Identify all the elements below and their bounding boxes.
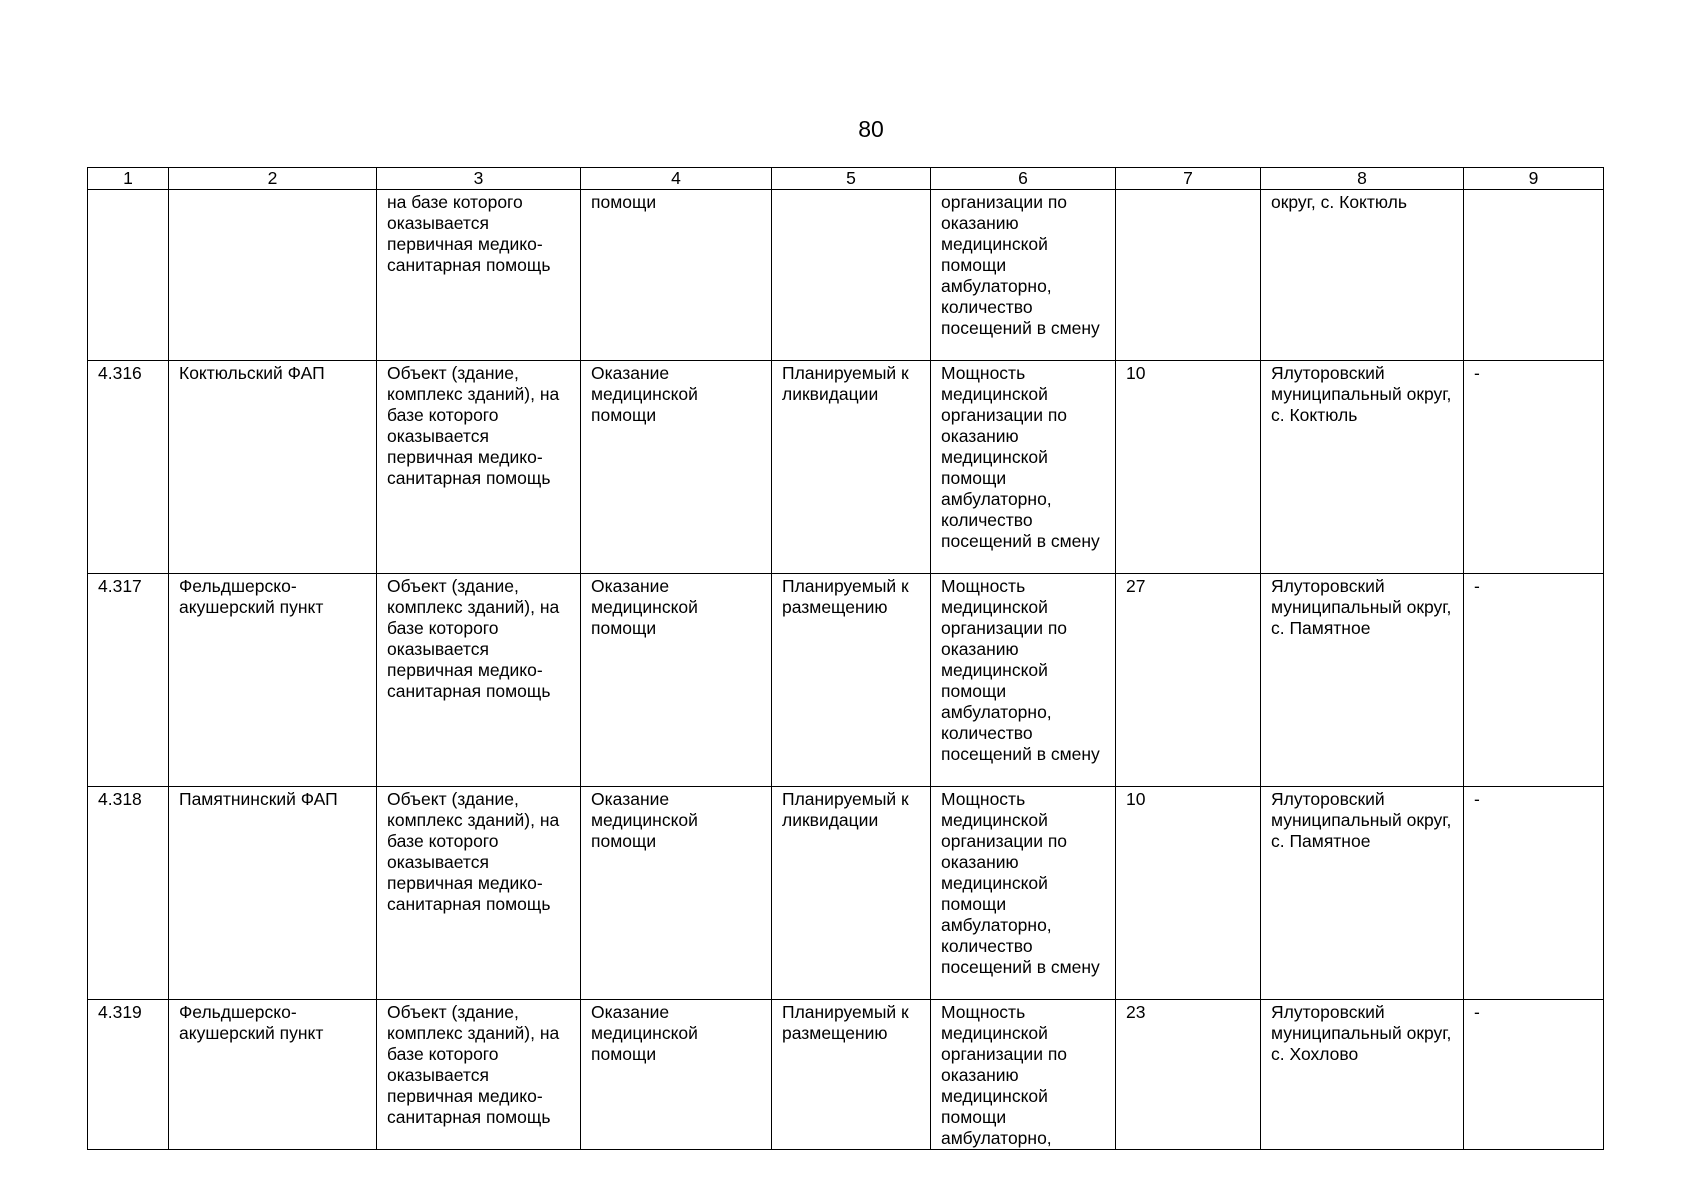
status-cell: Планируемый к размещению <box>772 1000 931 1150</box>
table-row <box>88 574 1604 787</box>
table-row <box>88 787 1604 1000</box>
location-cell: Ялуторовский муниципальный округ, с. Хохлово <box>1261 1000 1464 1150</box>
capacity-description-cell: Мощность медицинской организации по оказанию медицинской помощи амбулаторно, <box>931 1000 1116 1150</box>
row-number-cell: 4.318 <box>88 787 169 1000</box>
note-cell: - <box>1464 787 1604 1000</box>
capacity-value-cell: 27 <box>1116 574 1261 787</box>
header-cell-6: 6 <box>931 168 1116 190</box>
page-number: 80 <box>858 116 884 142</box>
location-cell: Ялуторовский муниципальный округ, с. Памятное <box>1261 787 1464 1000</box>
location-cell: округ, с. Коктюль <box>1261 190 1464 361</box>
facility-name-cell: Фельдшерско-акушерский пункт <box>169 1000 377 1150</box>
location-cell: Ялуторовский муниципальный округ, с. Коктюль <box>1261 361 1464 574</box>
capacity-value-cell: 23 <box>1116 1000 1261 1150</box>
capacity-value-cell <box>1116 190 1261 361</box>
registry-table <box>87 167 1604 1150</box>
capacity-value-cell: 10 <box>1116 361 1261 574</box>
header-cell-4: 4 <box>581 168 772 190</box>
object-type-cell: на базе которого оказывается первичная медико-санитарная помощь <box>377 190 581 361</box>
capacity-description-cell: Мощность медицинской организации по оказанию медицинской помощи амбулаторно, количество посещений в смену <box>931 574 1116 787</box>
capacity-description-cell: Мощность медицинской организации по оказанию медицинской помощи амбулаторно, количество посещений в смену <box>931 787 1116 1000</box>
facility-name-cell <box>169 190 377 361</box>
capacity-description-cell: организации по оказанию медицинской помощи амбулаторно, количество посещений в смену <box>931 190 1116 361</box>
header-cell-7: 7 <box>1116 168 1261 190</box>
purpose-cell: помощи <box>581 190 772 361</box>
location-cell: Ялуторовский муниципальный округ, с. Памятное <box>1261 574 1464 787</box>
note-cell: - <box>1464 1000 1604 1150</box>
header-cell-2: 2 <box>169 168 377 190</box>
table-row <box>88 190 1604 361</box>
header-cell-8: 8 <box>1261 168 1464 190</box>
row-number-cell: 4.319 <box>88 1000 169 1150</box>
note-cell: - <box>1464 361 1604 574</box>
row-number-cell: 4.316 <box>88 361 169 574</box>
status-cell <box>772 190 931 361</box>
row-number-cell <box>88 190 169 361</box>
facility-name-cell: Коктюльский ФАП <box>169 361 377 574</box>
note-cell: - <box>1464 574 1604 787</box>
note-cell <box>1464 190 1604 361</box>
facility-name-cell: Фельдшерско-акушерский пункт <box>169 574 377 787</box>
object-type-cell: Объект (здание, комплекс зданий), на базе которого оказывается первичная медико-санитарная помощь <box>377 361 581 574</box>
status-cell: Планируемый к ликвидации <box>772 361 931 574</box>
status-cell: Планируемый к ликвидации <box>772 787 931 1000</box>
purpose-cell: Оказание медицинской помощи <box>581 787 772 1000</box>
status-cell: Планируемый к размещению <box>772 574 931 787</box>
row-number-cell: 4.317 <box>88 574 169 787</box>
purpose-cell: Оказание медицинской помощи <box>581 574 772 787</box>
header-row <box>88 168 1604 190</box>
header-cell-1: 1 <box>88 168 169 190</box>
purpose-cell: Оказание медицинской помощи <box>581 1000 772 1150</box>
purpose-cell: Оказание медицинской помощи <box>581 361 772 574</box>
table-row <box>88 1000 1604 1150</box>
facility-name-cell: Памятнинский ФАП <box>169 787 377 1000</box>
object-type-cell: Объект (здание, комплекс зданий), на базе которого оказывается первичная медико-санитарная помощь <box>377 1000 581 1150</box>
header-cell-5: 5 <box>772 168 931 190</box>
capacity-description-cell: Мощность медицинской организации по оказанию медицинской помощи амбулаторно, количество посещений в смену <box>931 361 1116 574</box>
table-row <box>88 361 1604 574</box>
object-type-cell: Объект (здание, комплекс зданий), на базе которого оказывается первичная медико-санитарная помощь <box>377 574 581 787</box>
header-cell-9: 9 <box>1464 168 1604 190</box>
header-cell-3: 3 <box>377 168 581 190</box>
capacity-value-cell: 10 <box>1116 787 1261 1000</box>
object-type-cell: Объект (здание, комплекс зданий), на базе которого оказывается первичная медико-санитарная помощь <box>377 787 581 1000</box>
